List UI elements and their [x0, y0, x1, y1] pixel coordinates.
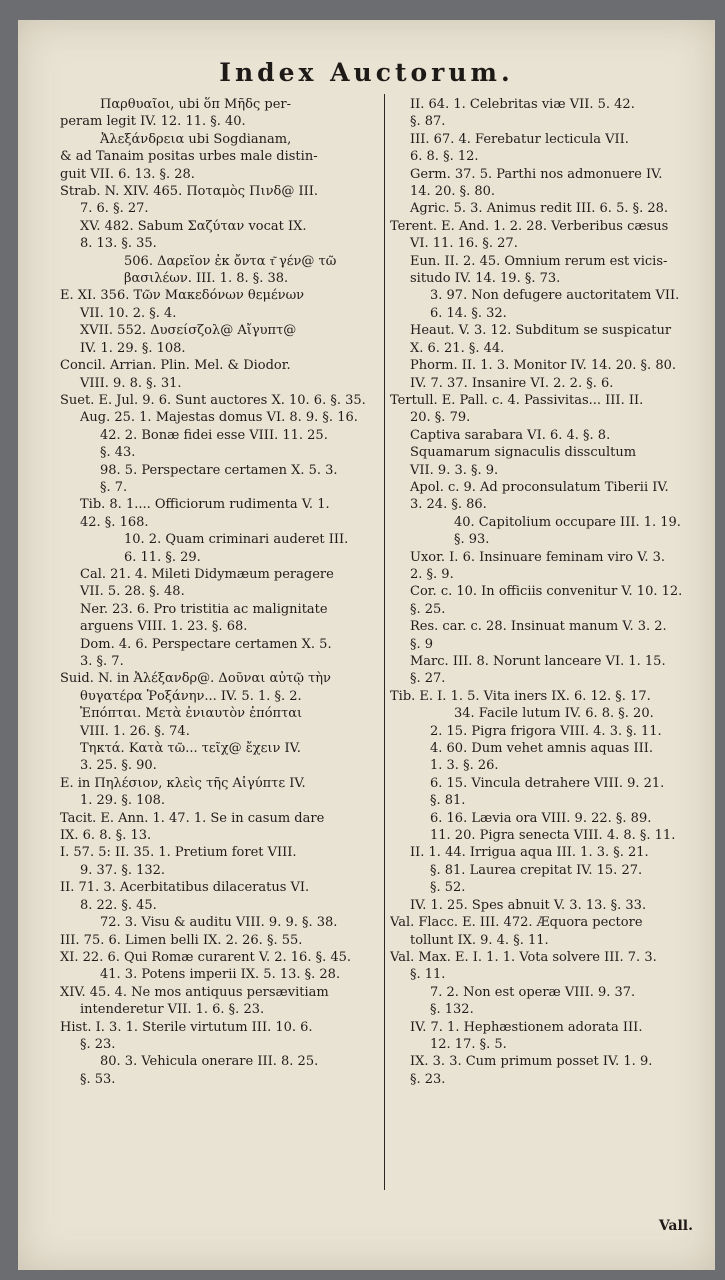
- index-entry-line: Heaut. V. 3. 12. Subditum se suspicatur: [410, 323, 672, 339]
- index-entry-line: 9. 37. §. 132.: [80, 862, 166, 878]
- index-entry-line: XV. 482. Sabum Σαζύταν vocat IX.: [80, 218, 307, 234]
- index-entry-line: 41. 3. Potens imperii IX. 5. 13. §. 28.: [100, 967, 341, 983]
- index-entry-line: Ner. 23. 6. Pro tristitia ac malignitate: [80, 601, 328, 617]
- index-entry-line: Suet. E. Jul. 9. 6. Sunt auctores X. 10. 6. §. 35.: [60, 392, 366, 408]
- index-entry-line: 8. 22. §. 45.: [80, 897, 157, 913]
- index-entry-line: §. 81.: [430, 793, 466, 809]
- index-entry-line: 4. 60. Dum vehet amnis aquas III.: [430, 741, 654, 757]
- index-entry-line: §. 25.: [410, 601, 446, 617]
- index-entry-line: 12. 17. §. 5.: [430, 1036, 507, 1052]
- index-entry-line: βασιλέων. III. 1. 8. §. 38.: [124, 271, 289, 287]
- index-entry-line: Marc. III. 8. Norunt lanceare VI. 1. 15.: [410, 654, 666, 669]
- index-entry-line: Phorm. II. 1. 3. Monitor IV. 14. 20. §. 80.: [410, 358, 676, 374]
- index-entry-line: Concil. Arrian. Plin. Mel. & Diodor.: [60, 358, 291, 374]
- index-entry-line: Παρθυαῖοι, ubi ὅπ Μῆδς per-: [100, 97, 292, 112]
- index-entry-line: Hist. I. 3. 1. Sterile virtutum III. 10. 6.: [60, 1019, 313, 1035]
- index-entry-line: Squamarum signaculis disscultum: [410, 445, 637, 461]
- index-entry-line: §. 23.: [410, 1071, 446, 1087]
- index-entry-line: IV. 7. 37. Insanire VI. 2. 2. §. 6.: [410, 375, 614, 391]
- index-entry-line: §. 27.: [410, 671, 446, 687]
- index-entry-line: Terent. E. And. 1. 2. 28. Verberibus cæsus: [390, 218, 669, 234]
- right-index-column: [390, 96, 690, 1088]
- index-entry-line: 11. 20. Pigra senecta VIII. 4. 8. §. 11.: [430, 828, 676, 844]
- index-entry-line: §. 23.: [80, 1036, 116, 1052]
- index-entry-line: VII. 10. 2. §. 4.: [80, 305, 177, 321]
- index-entry-line: 6. 16. Lævia ora VIII. 9. 22. §. 89.: [430, 810, 652, 826]
- index-entry-line: IX. 6. 8. §. 13.: [60, 828, 152, 844]
- index-entry-line: Dom. 4. 6. Perspectare certamen X. 5.: [80, 636, 332, 652]
- index-entry-line: Germ. 37. 5. Parthi nos admonuere IV.: [410, 166, 663, 182]
- index-entry-line: 6. 14. §. 32.: [430, 305, 507, 321]
- index-entry-line: & ad Tanaim positas urbes male distin-: [60, 149, 318, 165]
- index-entry-line: intenderetur VII. 1. 6. §. 23.: [80, 1002, 265, 1018]
- index-entry-line: VIII. 1. 26. §. 74.: [80, 723, 190, 739]
- index-entry-line: IV. 7. 1. Hephæstionem adorata III.: [410, 1019, 643, 1035]
- index-entry-line: Ἐπόπται. Μετὰ ἐνιαυτὸν ἐπόπται: [80, 706, 303, 722]
- catchword: Vall.: [658, 1218, 693, 1234]
- index-entry-line: 10. 2. Quam criminari auderet III.: [124, 532, 349, 548]
- index-entry-line: §. 132.: [430, 1002, 474, 1018]
- index-entry-line: 14. 20. §. 80.: [410, 184, 496, 200]
- index-entry-line: E. XI. 356. Τῶν Μακεδόνων θεμένων: [60, 288, 305, 304]
- index-entry-line: Strab. N. XIV. 465. Ποταμὸς Πινδ@ III.: [60, 184, 318, 200]
- index-entry-line: XIV. 45. 4. Ne mos antiquus persævitiam: [60, 984, 329, 1000]
- index-entry-line: 98. 5. Perspectare certamen X. 5. 3.: [100, 462, 338, 478]
- index-entry-line: Res. car. c. 28. Insinuat manum V. 3. 2.: [410, 619, 667, 635]
- index-entry-line: Cor. c. 10. In officiis convenitur V. 10. 12.: [410, 584, 683, 600]
- index-entry-line: 34. Facile lutum IV. 6. 8. §. 20.: [454, 706, 654, 722]
- index-entry-line: §. 53.: [80, 1071, 116, 1087]
- index-entry-line: Val. Flacc. E. III. 472. Æquora pectore: [390, 915, 643, 931]
- column-divider: [384, 94, 385, 1190]
- index-entry-line: 7. 2. Non est operæ VIII. 9. 37.: [430, 984, 636, 1000]
- index-entry-line: §. 81. Laurea crepitat IV. 15. 27.: [430, 862, 643, 878]
- index-entry-line: Uxor. I. 6. Insinuare feminam viro V. 3.: [410, 549, 666, 565]
- index-entry-line: situdo IV. 14. 19. §. 73.: [410, 271, 561, 287]
- index-entry-line: II. 1. 44. Irrigua aqua III. 1. 3. §. 21.: [410, 845, 649, 861]
- index-entry-line: E. in Πηλέσιον, κλεὶς τῆς Αἰγύπτε IV.: [60, 775, 306, 791]
- index-entry-line: VIII. 9. 8. §. 31.: [80, 375, 182, 391]
- index-entry-line: 506. Δαρεῖον ἐκ ὄντα τ͂ γέν@ τῶ: [124, 253, 337, 269]
- index-entry-line: 1. 3. §. 26.: [430, 758, 499, 774]
- index-entry-line: X. 6. 21. §. 44.: [410, 340, 505, 356]
- index-entry-line: §. 52.: [430, 880, 466, 896]
- index-entry-line: 6. 8. §. 12.: [410, 149, 479, 165]
- index-entry-line: Tib. E. I. 1. 5. Vita iners IX. 6. 12. §. 17.: [390, 688, 651, 704]
- index-entry-line: Tib. 8. 1.... Officiorum rudimenta V. 1.: [80, 497, 330, 513]
- index-entry-line: 42. §. 168.: [80, 514, 149, 530]
- page-title: Index Auctorum.: [219, 58, 514, 87]
- index-entry-line: 7. 6. §. 27.: [80, 201, 149, 217]
- index-entry-line: IV. 1. 29. §. 108.: [80, 340, 186, 356]
- index-entry-line: 2. 15. Pigra frigora VIII. 4. 3. §. 11.: [430, 723, 662, 739]
- index-entry-line: peram legit IV. 12. 11. §. 40.: [60, 114, 246, 130]
- index-entry-line: 80. 3. Vehicula onerare III. 8. 25.: [100, 1054, 319, 1070]
- index-entry-line: Val. Max. E. I. 1. 1. Vota solvere III. 7. 3.: [390, 949, 657, 965]
- index-entry-line: §. 43.: [100, 445, 136, 461]
- index-entry-line: VI. 11. 16. §. 27.: [410, 236, 518, 252]
- index-entry-line: guit VII. 6. 13. §. 28.: [60, 166, 195, 182]
- index-entry-line: θυγατέρα Ῥοξάνην... IV. 5. 1. §. 2.: [80, 688, 302, 704]
- index-entry-line: §. 7.: [100, 479, 128, 495]
- index-entry-line: II. 64. 1. Celebritas viæ VII. 5. 42.: [410, 97, 635, 112]
- index-entry-line: Aug. 25. 1. Majestas domus VI. 8. 9. §. 16.: [80, 410, 358, 426]
- index-entry-line: 1. 29. §. 108.: [80, 793, 166, 809]
- index-entry-line: Ἀλεξάνδρεια ubi Sogdianam,: [100, 131, 292, 147]
- index-entry-line: II. 71. 3. Acerbitatibus dilaceratus VI.: [60, 880, 310, 896]
- index-entry-line: 3. 25. §. 90.: [80, 758, 157, 774]
- index-entry-line: 6. 15. Vincula detrahere VIII. 9. 21.: [430, 775, 665, 791]
- index-entry-line: Tacit. E. Ann. 1. 47. 1. Se in casum dare: [60, 810, 325, 826]
- index-entry-line: Cal. 21. 4. Mileti Didymæum peragere: [80, 566, 334, 582]
- index-entry-line: §. 9: [410, 636, 434, 652]
- index-entry-line: Τηκτά. Κατὰ τῶ... τεῖχ@ ἔχειν IV.: [80, 741, 301, 757]
- index-entry-line: 2. §. 9.: [410, 566, 454, 582]
- index-entry-line: I. 57. 5: II. 35. 1. Pretium foret VIII.: [60, 845, 297, 861]
- index-entry-line: 72. 3. Visu & auditu VIII. 9. 9. §. 38.: [100, 915, 338, 931]
- index-entry-line: 40. Capitolium occupare III. 1. 19.: [454, 514, 681, 530]
- index-entry-line: Agric. 5. 3. Animus redit III. 6. 5. §. 28.: [410, 201, 669, 217]
- index-entry-line: 20. §. 79.: [410, 410, 471, 426]
- index-entry-line: 3. §. 7.: [80, 654, 124, 669]
- index-entry-line: 3. 24. §. 86.: [410, 497, 487, 513]
- left-index-column: [60, 96, 380, 1088]
- index-entry-line: Tertull. E. Pall. c. 4. Passivitas... III. II.: [390, 392, 644, 408]
- index-entry-line: §. 87.: [410, 114, 446, 130]
- book-page: [18, 20, 715, 1270]
- index-entry-line: Apol. c. 9. Ad proconsulatum Tiberii IV.: [410, 479, 669, 495]
- index-entry-line: 42. 2. Bonæ fidei esse VIII. 11. 25.: [100, 427, 328, 443]
- index-entry-line: arguens VIII. 1. 23. §. 68.: [80, 619, 248, 635]
- index-entry-line: 6. 11. §. 29.: [124, 549, 201, 565]
- index-entry-line: 3. 97. Non defugere auctoritatem VII.: [430, 288, 680, 304]
- index-entry-line: VII. 9. 3. §. 9.: [410, 462, 499, 478]
- index-entry-line: IX. 3. 3. Cum primum posset IV. 1. 9.: [410, 1054, 653, 1070]
- index-entry-line: tollunt IX. 9. 4. §. 11.: [410, 932, 549, 948]
- index-entry-line: Eun. II. 2. 45. Omnium rerum est vicis-: [410, 253, 668, 269]
- index-entry-line: XI. 22. 6. Qui Romæ curarent V. 2. 16. §. 45.: [60, 949, 352, 965]
- index-entry-line: §. 93.: [454, 532, 490, 548]
- index-entry-line: 8. 13. §. 35.: [80, 236, 157, 252]
- index-entry-line: III. 67. 4. Ferebatur lecticula VII.: [410, 131, 629, 147]
- index-entry-line: Suid. N. in Ἀλέξανδρ@. Δοῦναι αὐτῷ τὴν: [60, 671, 331, 687]
- index-entry-line: §. 11.: [410, 967, 446, 983]
- index-entry-line: VII. 5. 28. §. 48.: [80, 584, 185, 600]
- index-entry-line: Captiva sarabara VI. 6. 4. §. 8.: [410, 427, 611, 443]
- index-entry-line: IV. 1. 25. Spes abnuit V. 3. 13. §. 33.: [410, 897, 647, 913]
- index-entry-line: III. 75. 6. Limen belli IX. 2. 26. §. 55.: [60, 932, 303, 948]
- index-entry-line: XVII. 552. Δυσείσζολ@ Αἴγυπτ@: [80, 323, 297, 339]
